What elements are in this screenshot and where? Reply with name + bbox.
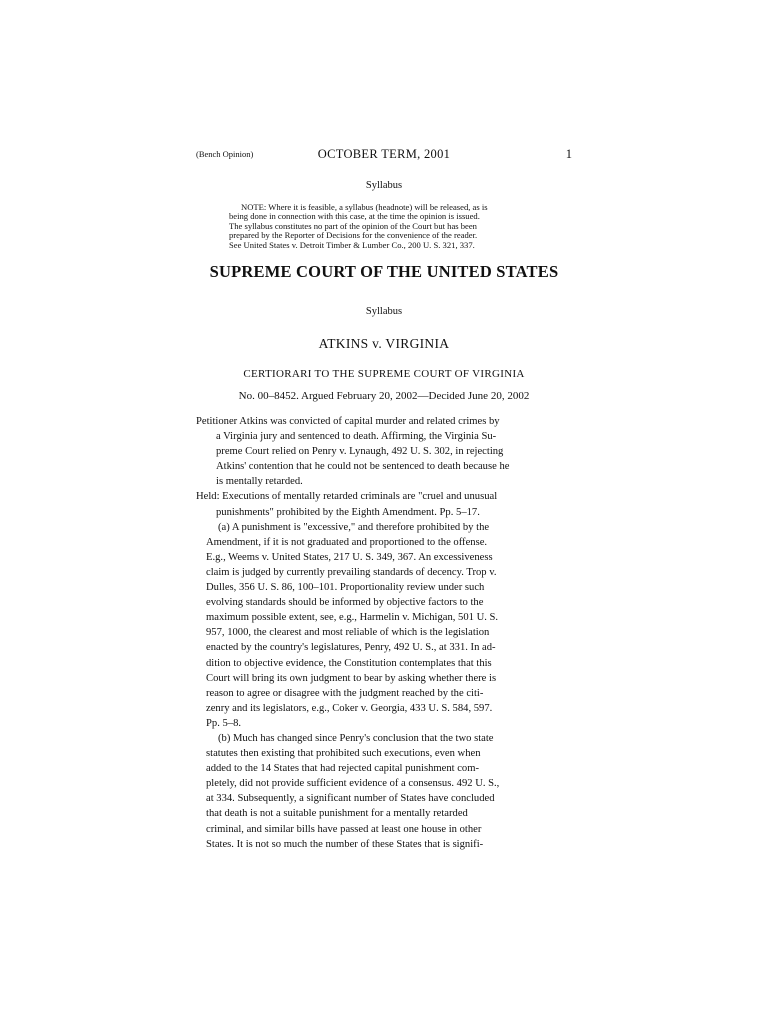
note-line: See United States v. Detroit Timber & Lumber Co., 200 U. S. 321, 337. bbox=[229, 239, 475, 250]
text-line: E.g., Weems v. United States, 217 U. S. 349, 367. An excessiveness bbox=[206, 551, 493, 563]
text-line: Dulles, 356 U. S. 86, 100–101. Proportionality review under such bbox=[206, 582, 485, 594]
text-line: added to the 14 States that had rejected capital punishment com- bbox=[206, 763, 479, 775]
text-line: enacted by the country's legislatures, Penry, 492 U. S., at 331. In ad- bbox=[206, 642, 496, 654]
text-line: (b) Much has changed since Penry's conclusion that the two state bbox=[218, 732, 494, 744]
text-line: is mentally retarded. bbox=[216, 476, 303, 488]
paragraph-held bbox=[196, 489, 572, 519]
case-title: ATKINS v. VIRGINIA bbox=[318, 336, 450, 351]
text-line: claim is judged by currently prevailing standards of decency. Trop v. bbox=[206, 566, 497, 578]
certiorari-line: CERTIORARI TO THE SUPREME COURT OF VIRGINIA bbox=[243, 368, 525, 380]
docket-line: No. 00–8452. Argued February 20, 2002—Decided June 20, 2002 bbox=[238, 390, 530, 402]
reporter-note bbox=[229, 203, 542, 250]
syllabus-heading: Syllabus bbox=[365, 306, 403, 317]
text-line: a Virginia jury and sentenced to death. Affirming, the Virginia Su- bbox=[216, 431, 497, 443]
note-line: The syllabus constitutes no part of the opinion of the Court but has been bbox=[229, 220, 477, 231]
text-line: Atkins' contention that he could not be sentenced to death because he bbox=[216, 461, 510, 473]
text-line: at 334. Subsequently, a significant number of States have concluded bbox=[206, 793, 495, 805]
text-line: maximum possible extent, see, e.g., Harmelin v. Michigan, 501 U. S. bbox=[206, 612, 499, 624]
term-heading: OCTOBER TERM, 2001 bbox=[317, 147, 451, 161]
page-header bbox=[196, 148, 572, 164]
text-line: zenry and its legislators, e.g., Coker v. Georgia, 433 U. S. 584, 597. bbox=[206, 702, 493, 714]
note-line: being done in connection with this case, at the time the opinion is issued. bbox=[229, 211, 480, 222]
note-line: prepared by the Reporter of Decisions for the convenience of the reader. bbox=[229, 230, 478, 241]
text-line: criminal, and similar bills have passed at least one house in other bbox=[206, 823, 482, 835]
syllabus-body bbox=[196, 414, 572, 852]
text-line: Court will bring its own judgment to bear by asking whether there is bbox=[206, 672, 497, 684]
text-line: dition to objective evidence, the Constitution contemplates that this bbox=[206, 657, 492, 669]
text-line: Pp. 5–8. bbox=[206, 717, 242, 729]
text-line: that death is not a suitable punishment for a mentally retarded bbox=[206, 808, 468, 820]
note-line: NOTE: Where it is feasible, a syllabus (headnote) will be released, as is bbox=[241, 202, 488, 212]
text-line: Amendment, if it is not graduated and proportioned to the offense. bbox=[206, 536, 488, 548]
page-number: 1 bbox=[565, 147, 572, 161]
text-line: preme Court relied on Penry v. Lynaugh, 492 U. S. 302, in rejecting bbox=[216, 446, 504, 458]
text-line: pletely, did not provide sufficient evidence of a consensus. 492 U. S., bbox=[206, 778, 500, 790]
paragraph-b bbox=[196, 731, 572, 852]
text-line: States. It is not so much the number of these States that is signifi- bbox=[206, 838, 484, 850]
text-line: statutes then existing that prohibited such executions, even when bbox=[206, 748, 481, 760]
court-title: SUPREME COURT OF THE UNITED STATES bbox=[209, 262, 559, 281]
paragraph-facts bbox=[196, 414, 572, 489]
text-line: evolving standards should be informed by objective factors to the bbox=[206, 597, 484, 609]
text-line: (a) A punishment is "excessive," and therefore prohibited by the bbox=[218, 521, 490, 533]
text-line: punishments" prohibited by the Eighth Amendment. Pp. 5–17. bbox=[216, 506, 480, 518]
text-line: 957, 1000, the clearest and most reliable of which is the legislation bbox=[206, 627, 490, 639]
syllabus-heading-top: Syllabus bbox=[365, 180, 403, 191]
text-line: Petitioner Atkins was convicted of capital murder and related crimes by bbox=[196, 416, 500, 427]
paragraph-a bbox=[196, 520, 572, 731]
text-line: Held: Executions of mentally retarded criminals are "cruel and unusual bbox=[196, 491, 498, 503]
bench-opinion-label: (Bench Opinion) bbox=[196, 149, 254, 159]
text-line: reason to agree or disagree with the judgment reached by the citi- bbox=[206, 687, 484, 699]
